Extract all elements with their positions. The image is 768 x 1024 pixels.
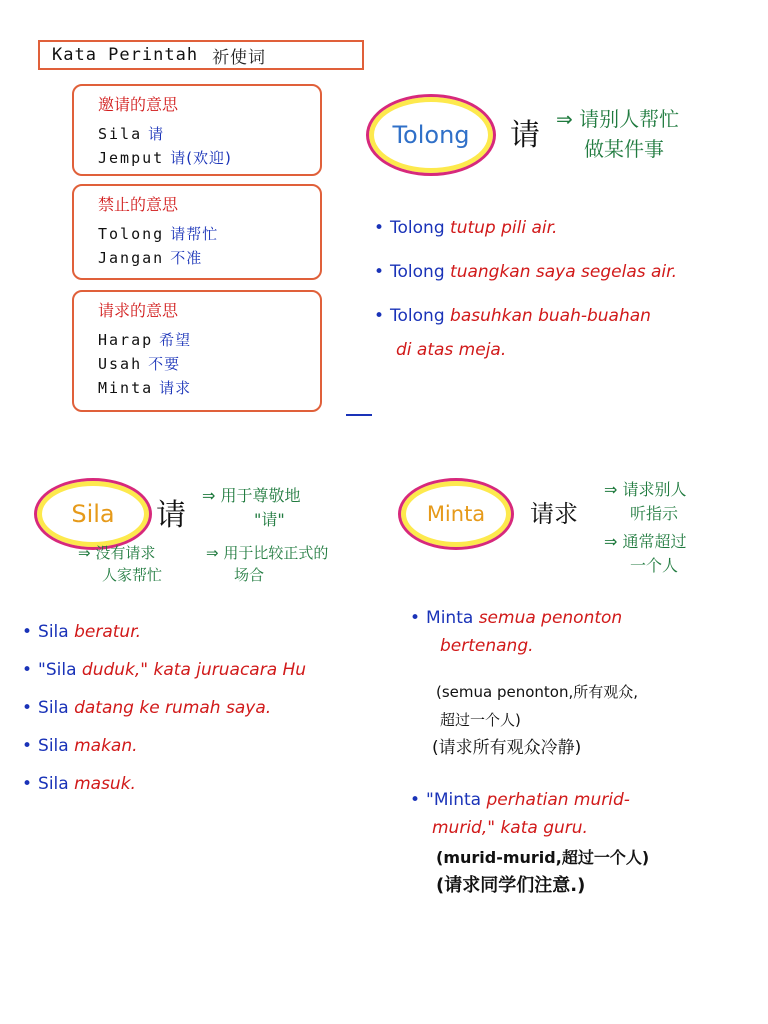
- example-line: • Sila datang ke rumah saya.: [22, 698, 272, 718]
- minta-note-2: ⇒ 通常超过 一个人: [604, 532, 687, 575]
- category-box-request: [72, 290, 322, 412]
- page-title: [38, 40, 364, 70]
- category-box-forbid: [72, 184, 322, 280]
- example-line: • "Sila duduk," kata juruacara Hu: [22, 660, 307, 680]
- cloud-label: Sila: [71, 500, 115, 528]
- example-line: • "Minta perhatian murid-: [410, 790, 630, 810]
- minta-note-1: ⇒ 请求别人 听指示: [604, 480, 687, 523]
- sila-cloud: [34, 478, 152, 550]
- category-row: Jemput 请(欢迎): [98, 149, 232, 167]
- category-row: Jangan 不准: [98, 249, 203, 267]
- minta-example-1: [410, 606, 622, 658]
- category-row: Sila 请: [98, 125, 165, 143]
- category-box-invite: [72, 84, 322, 176]
- example-line: bertenang.: [440, 636, 534, 656]
- tolong-examples: [374, 216, 677, 362]
- minta-example-2: [410, 788, 630, 840]
- example-line: • Sila masuk.: [22, 774, 136, 794]
- minta-cloud: [398, 478, 514, 550]
- example-line: • Minta semua penonton: [410, 608, 623, 628]
- tolong-note: ⇒ 请别人帮忙 做某件事: [556, 107, 680, 161]
- sila-note-2: ⇒ 没有请求 人家帮忙: [78, 544, 163, 584]
- title-latin: Kata Perintah: [52, 45, 199, 65]
- category-row: Harap 希望: [98, 331, 192, 349]
- minta-panel: [384, 464, 736, 914]
- category-row: Minta 请求: [98, 379, 192, 397]
- example-line: • Sila makan.: [22, 736, 138, 756]
- sila-panel: [16, 464, 382, 814]
- title-chinese: 祈使词: [212, 47, 267, 68]
- divider: [346, 414, 372, 416]
- tolong-char: 请: [510, 118, 540, 153]
- sila-note-1: ⇒ 用于尊敬地 "请": [202, 486, 301, 529]
- example-line: • Tolong basuhkan buah-buahan: [374, 306, 651, 326]
- cloud-label: Minta: [426, 502, 486, 526]
- tolong-panel: [344, 80, 740, 410]
- sila-examples: [22, 620, 306, 796]
- minta-gloss-2: (murid-murid,超过一个人) (请求同学们注意.): [436, 848, 650, 896]
- example-line: • Tolong tuangkan saya segelas air.: [374, 262, 677, 282]
- sila-note-3: ⇒ 用于比较正式的 场合: [206, 544, 329, 584]
- example-line: • Sila beratur.: [22, 622, 142, 642]
- cloud-label: Tolong: [392, 121, 470, 149]
- example-line: murid," kata guru.: [432, 818, 588, 838]
- sila-char: 请: [156, 498, 186, 533]
- minta-char: 请求: [530, 500, 578, 528]
- minta-gloss-1: (semua penonton,所有观众, 超过一个人) (请求所有观众冷静): [432, 683, 639, 758]
- example-line: di atas meja.: [396, 340, 507, 360]
- category-heading: 请求的意思: [98, 301, 179, 320]
- category-row: Usah 不要: [98, 355, 181, 373]
- category-heading: 禁止的意思: [98, 195, 179, 214]
- category-heading: 邀请的意思: [98, 95, 179, 114]
- tolong-cloud: [366, 94, 496, 176]
- example-line: • Tolong tutup pili air.: [374, 218, 558, 238]
- category-row: Tolong 请帮忙: [98, 225, 219, 243]
